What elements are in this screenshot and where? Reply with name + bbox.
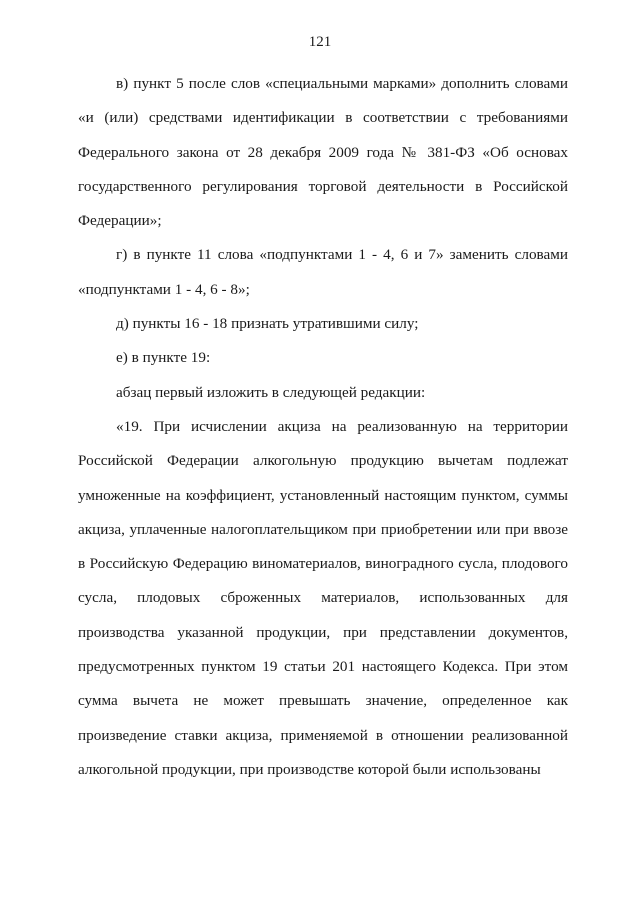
paragraph-item-v: в) пункт 5 после слов «специальными марками» дополнить словами «и (или) средствами идентификации в соответствии с требованиями Федерального закона от 28 декабря 2009 года № 381-ФЗ «Об основах государственного регулирования торговой деятельности в Российской Федерации»; bbox=[78, 75, 568, 230]
paragraph-abzac: абзац первый изложить в следующей редакции: bbox=[116, 383, 426, 401]
page-number: 121 bbox=[308, 34, 332, 50]
paragraph-item-g: г) в пункте 11 слова «подпунктами 1 - 4, 6 и 7» заменить словами «подпунктами 1 - 4, 6 - 8»; bbox=[78, 246, 568, 298]
paragraph-item-e: е) в пункте 19: bbox=[116, 349, 211, 367]
document-body bbox=[78, 67, 568, 787]
paragraph-item-d: д) пункты 16 - 18 признать утратившими силу; bbox=[116, 315, 419, 333]
paragraph-point-19: «19. При исчислении акциза на реализованную на территории Российской Федерации алкогольную продукцию вычетам подлежат умноженные на коэффициент, установленный настоящим пунктом, суммы акциза, уплаченные налогоплательщиком при приобретении или при ввозе в Российскую Федерацию виноматериалов, виноградного сусла, плодового сусла, плодовых сброженных материалов, использованных для производства указанной продукции, при представлении документов, предусмотренных пунктом 19 статьи 201 настоящего Кодекса. При этом сумма вычета не может превышать значение, определенное как произведение ставки акциза, применяемой в отношении реализованной алкогольной продукции, при производстве которой были использованы bbox=[78, 417, 568, 778]
